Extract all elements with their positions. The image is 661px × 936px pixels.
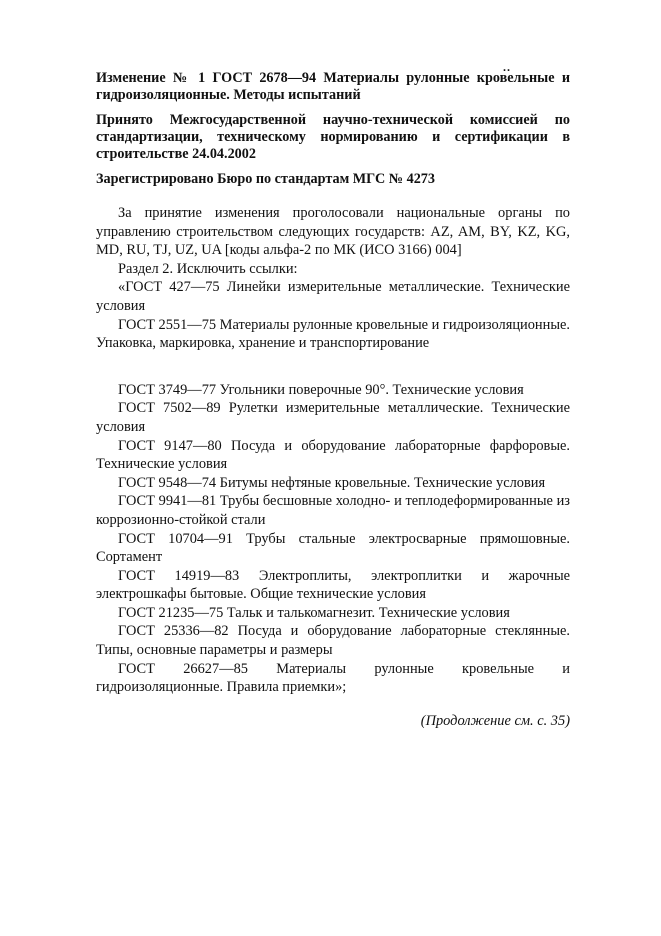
reference-item: ГОСТ 21235—75 Тальк и талькомагнезит. Технические условия (118, 604, 510, 621)
reference-item: ГОСТ 26627—85 Материалы рулонные кровельные и гидроизоляционные. Правила приемки»; (96, 660, 570, 696)
reference-item: ГОСТ 7502—89 Рулетки измерительные металлические. Технические условия (96, 400, 570, 435)
section-instruction: Раздел 2. Исключить ссылки: (118, 260, 298, 277)
document-body (96, 204, 570, 697)
reference-item: ГОСТ 3749—77 Угольники поверочные 90°. Технические условия (118, 381, 524, 398)
adoption-statement: Принято Межгосударственной научно-технической комиссией по стандартизации, техническому нормированию и сертификации в строительстве 24.04.2002 (96, 112, 570, 162)
document-page (96, 70, 570, 744)
continuation-note: (Продолжение см. с. 35) (420, 712, 570, 729)
reference-item: «ГОСТ 427—75 Линейки измерительные металлические. Технические условия (96, 279, 570, 314)
reference-item: ГОСТ 25336—82 Посуда и оборудование лабораторные стеклянные. Типы, основные параметры и размеры (96, 623, 570, 659)
reference-item: ГОСТ 9941—81 Трубы бесшовные холодно- и теплодеформированные из коррозионно-стойкой стали (96, 493, 570, 528)
voting-paragraph: За принятие изменения проголосовали национальные органы по управлению строительством следующих государств: AZ, AM, BY, KZ, KG, MD, RU, TJ, UZ, UA [коды альфа-2 по МК (ИСО 3166) 004] (96, 205, 570, 259)
reference-item: ГОСТ 9147—80 Посуда и оборудование лабораторные фарфоровые. Технические условия (96, 437, 570, 473)
reference-item: ГОСТ 14919—83 Электроплиты, электроплитки и жарочные электрошкафы бытовые. Общие технические условия (96, 567, 570, 603)
reference-item: ГОСТ 2551—75 Материалы рулонные кровельные и гидроизоляционные. Упаковка, маркировка, хранение и транспортирование (96, 316, 570, 352)
reference-item: ГОСТ 9548—74 Битумы нефтяные кровельные. Технические условия (118, 474, 546, 491)
corner-mark: .. (503, 60, 511, 74)
blank-gap (96, 353, 570, 381)
reference-item: ГОСТ 10704—91 Трубы стальные электросварные прямошовные. Сортамент (96, 530, 570, 566)
amendment-title: Изменение № 1 ГОСТ 2678—94 Материалы рулонные кровельные и гидроизоляционные. Методы испытаний (96, 70, 570, 103)
registration-statement: Зарегистрировано Бюро по стандартам МГС № 4273 (96, 171, 435, 187)
